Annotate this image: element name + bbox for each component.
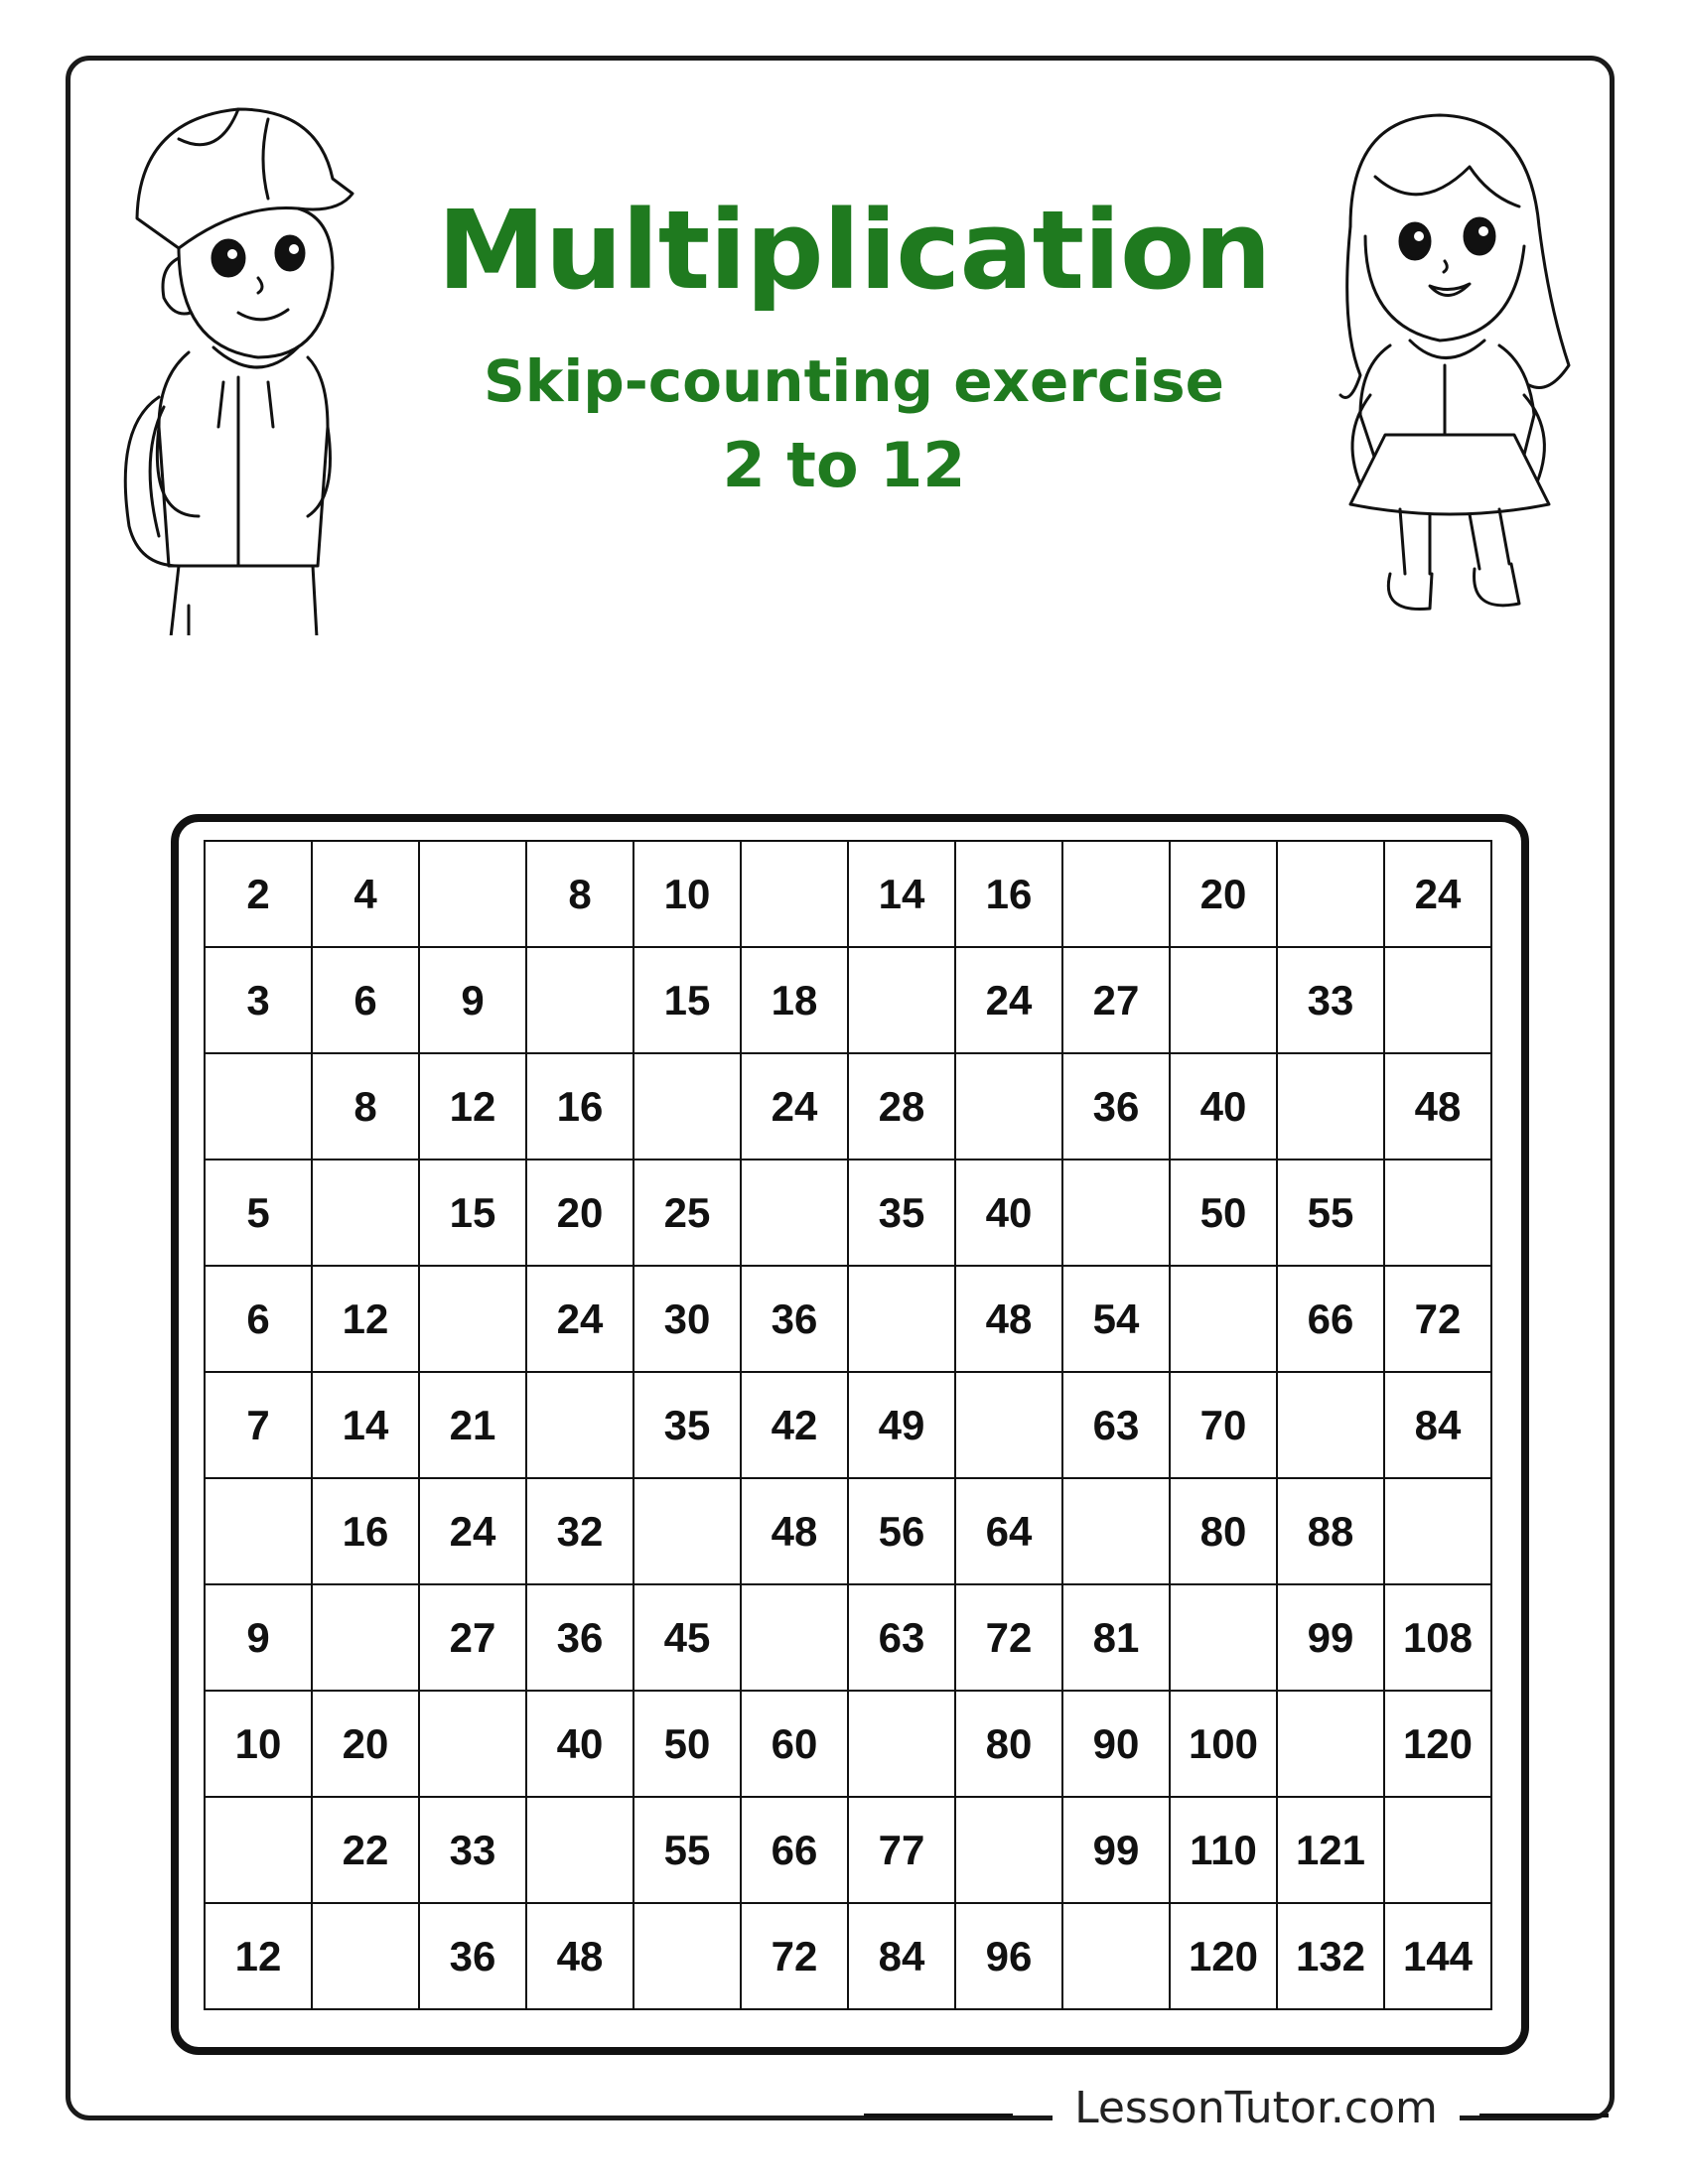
grid-cell[interactable]: 6 [312,947,419,1053]
grid-cell[interactable]: 80 [1170,1478,1277,1584]
grid-cell[interactable]: 7 [205,1372,312,1478]
grid-cell[interactable]: 88 [1277,1478,1384,1584]
grid-cell[interactable]: 33 [419,1797,526,1903]
grid-cell[interactable]: 54 [1062,1266,1170,1372]
table-row [205,947,1491,1053]
grid-cell[interactable] [1170,947,1277,1053]
grid-cell[interactable]: 45 [633,1584,741,1691]
grid-cell[interactable] [848,1691,955,1797]
grid-cell[interactable]: 120 [1170,1903,1277,2009]
grid-cell[interactable]: 48 [1384,1053,1491,1160]
grid-cell[interactable]: 24 [955,947,1062,1053]
grid-cell[interactable]: 42 [741,1372,848,1478]
grid-cell[interactable]: 120 [1384,1691,1491,1797]
grid-cell[interactable]: 84 [848,1903,955,2009]
grid-cell[interactable]: 14 [312,1372,419,1478]
table-row [205,1266,1491,1372]
grid-cell[interactable]: 24 [526,1266,633,1372]
grid-cell[interactable] [205,1478,312,1584]
grid-cell[interactable]: 27 [1062,947,1170,1053]
grid-cell[interactable]: 3 [205,947,312,1053]
grid-cell[interactable] [848,1266,955,1372]
grid-cell[interactable]: 33 [1277,947,1384,1053]
grid-cell[interactable] [1062,1903,1170,2009]
grid-cell[interactable]: 4 [312,841,419,947]
grid-cell[interactable]: 12 [205,1903,312,2009]
grid-cell[interactable]: 22 [312,1797,419,1903]
grid-cell[interactable] [1062,1160,1170,1266]
grid-cell[interactable]: 110 [1170,1797,1277,1903]
grid-cell[interactable]: 72 [955,1584,1062,1691]
table-row [205,1797,1491,1903]
grid-cell[interactable]: 10 [633,841,741,947]
grid-cell[interactable]: 100 [1170,1691,1277,1797]
grid-cell[interactable] [1384,1160,1491,1266]
grid-cell[interactable]: 18 [741,947,848,1053]
grid-cell[interactable] [633,1053,741,1160]
page-title: Multiplication [437,187,1271,314]
grid-cell[interactable] [1277,841,1384,947]
grid-cell[interactable] [741,841,848,947]
grid-cell[interactable]: 99 [1062,1797,1170,1903]
grid-cell[interactable]: 12 [419,1053,526,1160]
grid-cell[interactable]: 36 [1062,1053,1170,1160]
table-row [205,841,1491,947]
grid-cell[interactable]: 72 [1384,1266,1491,1372]
grid-cell[interactable]: 5 [205,1160,312,1266]
grid-cell[interactable]: 70 [1170,1372,1277,1478]
grid-cell[interactable]: 36 [526,1584,633,1691]
grid-cell[interactable] [312,1584,419,1691]
grid-cell[interactable]: 96 [955,1903,1062,2009]
grid-cell[interactable] [741,1160,848,1266]
grid-cell[interactable] [633,1478,741,1584]
grid-cell[interactable] [312,1903,419,2009]
grid-cell[interactable] [1277,1372,1384,1478]
grid-cell[interactable]: 24 [419,1478,526,1584]
grid-cell[interactable]: 20 [312,1691,419,1797]
grid-cell[interactable]: 24 [741,1053,848,1160]
grid-cell[interactable] [526,1797,633,1903]
grid-cell[interactable]: 40 [1170,1053,1277,1160]
grid-cell[interactable]: 72 [741,1903,848,2009]
grid-cell[interactable]: 50 [633,1691,741,1797]
grid-cell[interactable]: 32 [526,1478,633,1584]
grid-cell[interactable]: 15 [419,1160,526,1266]
grid-cell[interactable]: 48 [741,1478,848,1584]
grid-cell[interactable]: 144 [1384,1903,1491,2009]
grid-cell[interactable]: 28 [848,1053,955,1160]
grid-cell[interactable] [205,1797,312,1903]
grid-cell[interactable] [1170,1266,1277,1372]
grid-cell[interactable]: 64 [955,1478,1062,1584]
grid-cell[interactable]: 15 [633,947,741,1053]
grid-cell[interactable]: 16 [526,1053,633,1160]
grid-cell[interactable]: 121 [1277,1797,1384,1903]
grid-cell[interactable]: 50 [1170,1160,1277,1266]
table-row [205,1903,1491,2009]
grid-cell[interactable] [419,841,526,947]
grid-cell[interactable]: 20 [526,1160,633,1266]
grid-cell[interactable]: 36 [419,1903,526,2009]
grid-cell[interactable] [419,1691,526,1797]
grid-cell[interactable]: 40 [526,1691,633,1797]
grid-cell[interactable]: 55 [633,1797,741,1903]
footer-site-name: LessonTutor.com [1053,2083,1460,2133]
grid-cell[interactable]: 66 [1277,1266,1384,1372]
grid-cell[interactable]: 132 [1277,1903,1384,2009]
table-row [205,1160,1491,1266]
grid-cell[interactable]: 99 [1277,1584,1384,1691]
grid-cell[interactable]: 80 [955,1691,1062,1797]
grid-cell[interactable]: 9 [205,1584,312,1691]
grid-cell[interactable]: 63 [848,1584,955,1691]
grid-cell[interactable]: 40 [955,1160,1062,1266]
grid-cell[interactable]: 35 [848,1160,955,1266]
grid-cell[interactable]: 25 [633,1160,741,1266]
grid-cell[interactable]: 35 [633,1372,741,1478]
grid-cell[interactable]: 14 [848,841,955,947]
grid-cell[interactable]: 8 [312,1053,419,1160]
grid-cell[interactable]: 27 [419,1584,526,1691]
grid-cell[interactable]: 77 [848,1797,955,1903]
grid-cell[interactable]: 9 [419,947,526,1053]
grid-cell[interactable]: 48 [526,1903,633,2009]
grid-cell[interactable] [633,1903,741,2009]
grid-cell[interactable]: 84 [1384,1372,1491,1478]
grid-cell[interactable] [1277,1691,1384,1797]
footer-divider-right [1479,2114,1609,2117]
grid-cell[interactable] [526,947,633,1053]
table-row [205,1478,1491,1584]
grid-cell[interactable] [419,1266,526,1372]
page-subtitle: Skip-counting exercise [483,347,1225,415]
grid-cell[interactable] [955,1372,1062,1478]
grid-cell[interactable] [526,1372,633,1478]
grid-cell[interactable] [955,1053,1062,1160]
grid-cell[interactable]: 24 [1384,841,1491,947]
grid-cell[interactable]: 20 [1170,841,1277,947]
grid-cell[interactable]: 30 [633,1266,741,1372]
grid-cell[interactable]: 16 [955,841,1062,947]
grid-cell[interactable]: 108 [1384,1584,1491,1691]
grid-cell[interactable] [1062,1478,1170,1584]
grid-cell[interactable] [955,1797,1062,1903]
grid-cell[interactable] [1277,1053,1384,1160]
grid-cell[interactable] [1384,1478,1491,1584]
table-row [205,1691,1491,1797]
table-row [205,1584,1491,1691]
grid-cell[interactable]: 12 [312,1266,419,1372]
grid-cell[interactable]: 16 [312,1478,419,1584]
table-row [205,1053,1491,1160]
grid-cell[interactable]: 81 [1062,1584,1170,1691]
grid-cell[interactable]: 56 [848,1478,955,1584]
grid-cell[interactable]: 2 [205,841,312,947]
grid-cell[interactable]: 66 [741,1797,848,1903]
grid-cell[interactable]: 60 [741,1691,848,1797]
grid-cell[interactable] [205,1053,312,1160]
grid-cell[interactable] [1062,841,1170,947]
grid-cell[interactable]: 21 [419,1372,526,1478]
range-label: 2 to 12 [722,429,966,501]
grid-cell[interactable]: 48 [955,1266,1062,1372]
grid-cell[interactable]: 6 [205,1266,312,1372]
footer-divider-left [864,2114,1013,2117]
grid-cell[interactable] [312,1160,419,1266]
grid-cell[interactable]: 49 [848,1372,955,1478]
grid-cell[interactable] [741,1584,848,1691]
grid-cell[interactable]: 8 [526,841,633,947]
grid-cell[interactable] [1384,1797,1491,1903]
skip-counting-grid [204,840,1492,2010]
grid-cell[interactable]: 90 [1062,1691,1170,1797]
grid-cell[interactable] [1384,947,1491,1053]
grid-cell[interactable]: 10 [205,1691,312,1797]
grid-cell[interactable]: 55 [1277,1160,1384,1266]
grid-cell[interactable]: 36 [741,1266,848,1372]
grid-cell[interactable]: 63 [1062,1372,1170,1478]
grid-cell[interactable] [848,947,955,1053]
table-row [205,1372,1491,1478]
grid-cell[interactable] [1170,1584,1277,1691]
